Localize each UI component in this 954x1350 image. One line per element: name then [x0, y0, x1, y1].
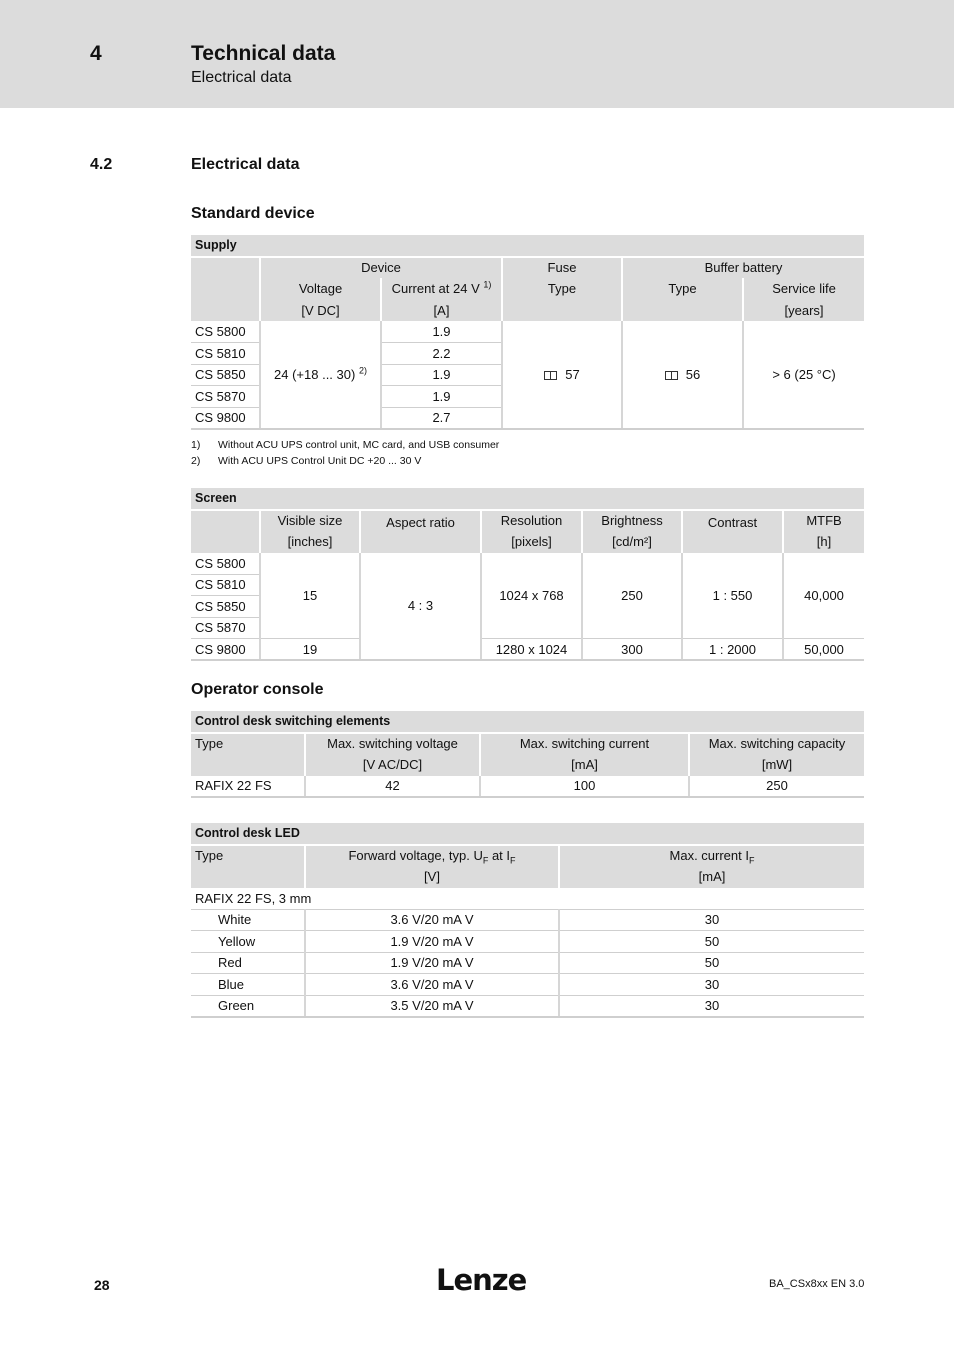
fuse-type-header: Type	[502, 278, 622, 300]
chapter-subtitle: Electrical data	[191, 69, 292, 86]
resolution-header: Resolution	[481, 510, 582, 532]
lenze-logo: Lenze	[436, 1263, 527, 1297]
switching-capacity-header: Max. switching capacity	[689, 733, 864, 755]
supply-caption: Supply	[191, 235, 864, 257]
voltage-header: Voltage	[260, 278, 381, 300]
forward-voltage-value: 3.6 V/20 mA V	[305, 974, 559, 996]
chapter-number: 4	[90, 42, 102, 65]
document-id: BA_CSx8xx EN 3.0	[769, 1278, 865, 1290]
chapter-title: Technical data	[191, 42, 336, 65]
table-row: Blue	[191, 974, 305, 996]
current-value: 2.2	[381, 343, 502, 365]
mtfb-value: 50,000	[783, 639, 864, 661]
forward-voltage-value: 1.9 V/20 mA V	[305, 952, 559, 974]
voltage-unit: [V DC]	[260, 300, 381, 322]
contrast-value: 1 : 550	[682, 553, 783, 639]
contrast-header: Contrast	[682, 510, 783, 553]
footnote: 1) Without ACU UPS control unit, MC card, and USB consumer	[191, 439, 500, 451]
forward-voltage-value: 1.9 V/20 mA V	[305, 931, 559, 953]
table-row: White	[191, 909, 305, 931]
table-row: CS 5870	[191, 617, 260, 639]
chapter-header-band	[0, 0, 954, 108]
screen-caption: Screen	[191, 488, 864, 510]
visible-size-unit: [inches]	[260, 531, 360, 553]
table-row: CS 9800	[191, 407, 260, 429]
service-life-value: > 6 (25 °C)	[743, 321, 864, 429]
battery-group-header: Buffer battery	[622, 257, 864, 279]
table-row: Green	[191, 995, 305, 1017]
current-value: 2.7	[381, 407, 502, 429]
switching-capacity-value: 250	[689, 776, 864, 798]
type-header: Type	[191, 845, 305, 867]
switching-capacity-unit: [mW]	[689, 754, 864, 776]
table-row: CS 5800	[191, 321, 260, 343]
fuse-group-header: Fuse	[502, 257, 622, 279]
battery-type-header: Type	[622, 278, 743, 300]
forward-voltage-value: 3.5 V/20 mA V	[305, 995, 559, 1017]
switching-voltage-unit: [V AC/DC]	[305, 754, 480, 776]
current-header: Current at 24 V $^{1)}$	[381, 278, 502, 300]
resolution-unit: [pixels]	[481, 531, 582, 553]
book-icon	[665, 371, 678, 380]
max-current-value: 50	[559, 952, 864, 974]
resolution-value: 1280 x 1024	[481, 639, 582, 661]
table-row: CS 9800	[191, 639, 260, 661]
battery-reference: 56	[622, 321, 743, 429]
current-value: 1.9	[381, 321, 502, 343]
led-group-label: RAFIX 22 FS, 3 mm	[191, 888, 864, 910]
switching-voltage-value: 42	[305, 776, 480, 798]
current-unit: [A]	[381, 300, 502, 322]
switching-current-header: Max. switching current	[480, 733, 689, 755]
service-life-unit: [years]	[743, 300, 864, 322]
switching-elements-table	[191, 711, 864, 798]
current-value: 1.9	[381, 364, 502, 386]
switching-current-value: 100	[480, 776, 689, 798]
table-row: CS 5810	[191, 574, 260, 596]
service-life-header: Service life	[743, 278, 864, 300]
max-current-value: 50	[559, 931, 864, 953]
forward-voltage-value: 3.6 V/20 mA V	[305, 909, 559, 931]
operator-console-heading: Operator console	[191, 681, 324, 698]
standard-device-heading: Standard device	[191, 205, 315, 222]
brightness-unit: [cd/m²]	[582, 531, 682, 553]
table-row: CS 5800	[191, 553, 260, 575]
led-caption: Control desk LED	[191, 823, 864, 845]
max-current-value: 30	[559, 909, 864, 931]
supply-table	[191, 235, 864, 430]
forward-voltage-unit: [V]	[305, 866, 559, 888]
voltage-value: 24 (+18 ... 30) $^{2)}$	[260, 321, 381, 429]
table-row: Yellow	[191, 931, 305, 953]
mtfb-value: 40,000	[783, 553, 864, 639]
max-current-value: 30	[559, 974, 864, 996]
mtfb-header: MTFB	[783, 510, 864, 532]
section-number: 4.2	[90, 156, 113, 173]
brightness-value: 250	[582, 553, 682, 639]
max-current-unit: [mA]	[559, 866, 864, 888]
led-table	[191, 823, 864, 1018]
device-group-header: Device	[260, 257, 502, 279]
resolution-value: 1024 x 768	[481, 553, 582, 639]
aspect-ratio-value: 4 : 3	[360, 553, 481, 661]
section-title: Electrical data	[191, 156, 300, 173]
table-row: CS 5850	[191, 596, 260, 618]
switching-caption: Control desk switching elements	[191, 711, 864, 733]
visible-size-header: Visible size	[260, 510, 360, 532]
footnote: 2) With ACU UPS Control Unit DC +20 ... 30 V	[191, 455, 422, 467]
brightness-value: 300	[582, 639, 682, 661]
switching-current-unit: [mA]	[480, 754, 689, 776]
current-value: 1.9	[381, 386, 502, 408]
contrast-value: 1 : 2000	[682, 639, 783, 661]
visible-size-value: 15	[260, 553, 360, 639]
type-header: Type	[191, 733, 305, 755]
screen-table	[191, 488, 864, 661]
visible-size-value: 19	[260, 639, 360, 661]
book-icon	[544, 371, 557, 380]
page-number: 28	[94, 1277, 110, 1293]
brightness-header: Brightness	[582, 510, 682, 532]
forward-voltage-header: Forward voltage, typ. $U_F$ at $I_F$	[305, 845, 559, 867]
table-row: CS 5850	[191, 364, 260, 386]
mtfb-unit: [h]	[783, 531, 864, 553]
table-row: Red	[191, 952, 305, 974]
table-row: CS 5870	[191, 386, 260, 408]
switching-voltage-header: Max. switching voltage	[305, 733, 480, 755]
max-current-header: Max. current $I_F$	[559, 845, 864, 867]
table-row: CS 5810	[191, 343, 260, 365]
fuse-reference: 57	[502, 321, 622, 429]
max-current-value: 30	[559, 995, 864, 1017]
aspect-ratio-header: Aspect ratio	[360, 510, 481, 553]
table-row: RAFIX 22 FS	[191, 776, 305, 798]
